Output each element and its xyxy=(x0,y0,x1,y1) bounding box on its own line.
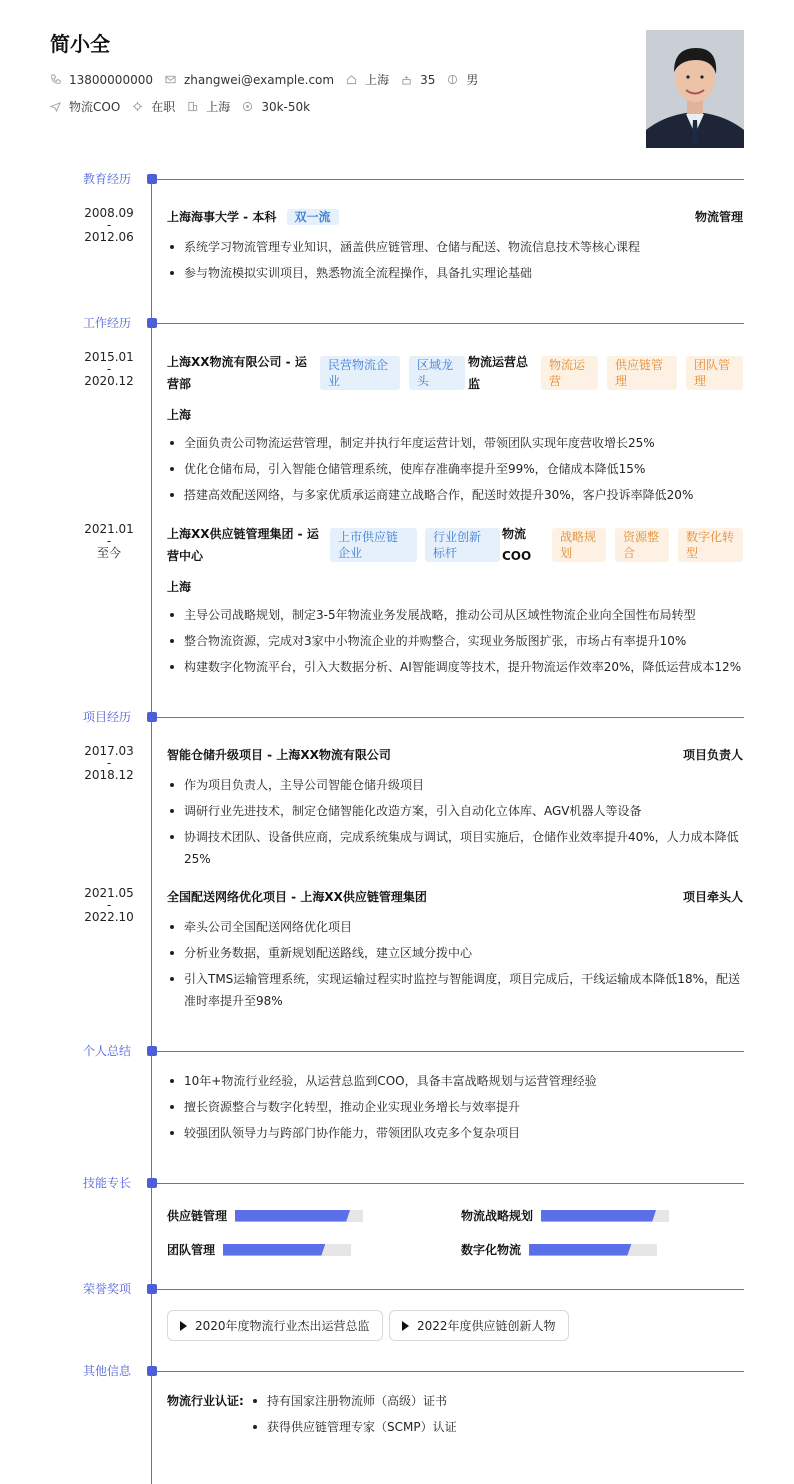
skill-name: 团队管理 xyxy=(167,1243,216,1257)
role-line-2: COO xyxy=(502,549,532,563)
phone-icon xyxy=(50,74,61,85)
section-marker xyxy=(147,1178,157,1188)
status-icon xyxy=(132,101,143,112)
skill-item xyxy=(167,1207,363,1224)
section-other xyxy=(0,1366,794,1378)
age-icon xyxy=(401,74,412,85)
status-info xyxy=(132,98,175,115)
section-work xyxy=(0,318,794,330)
section-title: 技能专长 xyxy=(83,1176,132,1190)
role-line-1: 物流 xyxy=(502,527,527,541)
contact-row xyxy=(50,71,490,88)
company-tag: 行业创新标杆 xyxy=(425,528,500,562)
entry-date xyxy=(70,745,148,781)
company-tag: 上市供应链企业 xyxy=(330,528,417,562)
age-text: 35 xyxy=(420,72,436,87)
gender-text: 男 xyxy=(466,73,479,87)
date-end: 2012.06 xyxy=(84,230,134,244)
skill-bar xyxy=(235,1210,363,1222)
project-bullets xyxy=(167,916,745,1016)
skill-tag: 数字化转型 xyxy=(678,528,743,562)
award-text: 2022年度供应链创新人物 xyxy=(417,1319,556,1333)
education-major: 物流管理 xyxy=(694,210,743,224)
skill-bar-fill xyxy=(541,1210,656,1222)
section-marker xyxy=(147,318,157,328)
work-bullets xyxy=(167,604,747,682)
skill-tag: 供应链管理 xyxy=(607,356,677,390)
phone-info xyxy=(50,73,153,87)
entry-date xyxy=(70,351,148,387)
skill-bar xyxy=(529,1244,657,1256)
home-icon xyxy=(346,74,357,85)
school-title: 上海海事大学 - 本科 xyxy=(167,210,277,224)
date-start: 2017.03 xyxy=(84,744,134,758)
list-item: 引入TMS运输管理系统，实现运输过程实时监控与智能调度，项目完成后，干线运输成本降低18%，配送准时率提升至98% xyxy=(167,968,745,1012)
entry-date xyxy=(70,207,148,243)
list-item: 搭建高效配送网络，与多家优质承运商建立战略合作，配送时效提升30%，客户投诉率降低20% xyxy=(167,484,747,506)
skill-item xyxy=(461,1207,669,1224)
project-bullets xyxy=(167,774,745,874)
section-title: 其他信息 xyxy=(83,1364,132,1378)
date-end: 至今 xyxy=(96,546,121,560)
skill-tag: 资源整合 xyxy=(615,528,669,562)
skill-name: 数字化物流 xyxy=(461,1243,522,1257)
status-text: 在职 xyxy=(151,100,176,114)
list-item: 获得供应链管理专家（SCMP）认证 xyxy=(253,1416,457,1438)
job-intent-row xyxy=(50,98,322,115)
work-location: 上海 xyxy=(167,408,192,422)
salary-text: 30k-50k xyxy=(261,99,311,114)
company-tag: 民营物流企业 xyxy=(320,356,400,390)
list-item: 持有国家注册物流师（高级）证书 xyxy=(253,1390,457,1412)
education-bullets xyxy=(167,236,747,288)
section-title: 教育经历 xyxy=(83,172,132,186)
send-icon xyxy=(50,101,61,112)
date-dash: - xyxy=(106,756,112,770)
skill-item xyxy=(461,1241,657,1258)
award-text: 2020年度物流行业杰出运营总监 xyxy=(195,1319,370,1333)
list-item: 牵头公司全国配送网络优化项目 xyxy=(167,916,745,938)
project-title: 全国配送网络优化项目 - 上海XX供应链管理集团 xyxy=(167,890,427,904)
skill-tag: 战略规划 xyxy=(552,528,606,562)
section-marker xyxy=(147,1366,157,1376)
section-marker xyxy=(147,174,157,184)
salary-info xyxy=(242,100,310,114)
section-marker xyxy=(147,1284,157,1294)
date-dash: - xyxy=(106,534,112,548)
phone-text: 13800000000 xyxy=(69,72,153,87)
company-tag: 区域龙头 xyxy=(409,356,465,390)
section-divider xyxy=(157,1051,744,1052)
section-title: 项目经历 xyxy=(83,710,132,724)
skill-bar-fill xyxy=(529,1244,631,1256)
section-divider xyxy=(157,1289,744,1290)
section-title: 荣誉奖项 xyxy=(83,1282,132,1296)
date-start: 2021.01 xyxy=(84,522,134,536)
role-line-1: 物流运营总 xyxy=(468,355,529,369)
date-dash: - xyxy=(106,218,112,232)
email-info xyxy=(165,73,334,87)
award-chip xyxy=(389,1310,569,1341)
list-item: 调研行业先进技术，制定仓储智能化改造方案，引入自动化立体库、AGV机器人等设备 xyxy=(167,800,745,822)
certification-label: 物流行业认证: xyxy=(167,1394,244,1408)
company-line-2: 营部 xyxy=(167,377,192,391)
date-dash: - xyxy=(106,362,112,376)
list-item: 10年+物流行业经验，从运营总监到COO，具备丰富战略规划与运营管理经验 xyxy=(167,1070,747,1092)
section-projects xyxy=(0,712,794,724)
skill-bar-fill xyxy=(223,1244,325,1256)
list-item: 构建数字化物流平台，引入大数据分析、AI智能调度等技术，提升物流运作效率20%，降低运营成本12% xyxy=(167,656,747,678)
city-info xyxy=(346,71,389,88)
section-marker xyxy=(147,1046,157,1056)
skill-tag: 物流运营 xyxy=(541,356,598,390)
list-item: 全面负责公司物流运营管理，制定并执行年度运营计划，带领团队实现年度营收增长25% xyxy=(167,432,747,454)
section-title: 个人总结 xyxy=(83,1044,132,1058)
section-divider xyxy=(157,323,744,324)
email-text: zhangwei@example.com xyxy=(183,72,335,87)
city-text: 上海 xyxy=(365,73,390,87)
role-line-2: 监 xyxy=(468,377,481,391)
list-item: 参与物流模拟实训项目，熟悉物流全流程操作，具备扎实理论基础 xyxy=(167,262,747,284)
skill-item xyxy=(167,1241,351,1258)
resume-header xyxy=(50,28,750,158)
list-item: 作为项目负责人，主导公司智能仓储升级项目 xyxy=(167,774,745,796)
position-text: 物流COO xyxy=(69,100,121,114)
skill-name: 供应链管理 xyxy=(167,1209,228,1223)
section-divider xyxy=(157,1371,744,1372)
section-awards xyxy=(0,1284,794,1296)
work-role xyxy=(468,351,528,395)
date-start: 2008.09 xyxy=(84,206,134,220)
work-role xyxy=(502,523,531,567)
date-start: 2015.01 xyxy=(84,350,134,364)
date-end: 2018.12 xyxy=(84,768,134,782)
summary-bullets xyxy=(167,1070,747,1148)
entry-date xyxy=(70,523,148,559)
certification-list xyxy=(253,1390,457,1442)
list-item: 较强团队领导力与跨部门协作能力，带领团队攻克多个复杂项目 xyxy=(167,1122,747,1144)
skill-name: 物流战略规划 xyxy=(461,1209,534,1223)
gender-icon xyxy=(447,74,458,85)
list-item: 擅长资源整合与数字化转型，推动企业实现业务增长与效率提升 xyxy=(167,1096,747,1118)
play-icon xyxy=(402,1321,409,1331)
list-item: 主导公司战略规划，制定3-5年物流业务发展战略，推动公司从区域性物流企业向全国性布局转型 xyxy=(167,604,747,626)
entry-date xyxy=(70,887,148,923)
salary-icon xyxy=(242,101,253,112)
section-skills xyxy=(0,1178,794,1190)
age-info xyxy=(401,73,435,87)
company-line-2: 营中心 xyxy=(167,549,204,563)
target-city-info xyxy=(187,98,230,115)
skill-bar xyxy=(223,1244,351,1256)
section-divider xyxy=(157,1183,744,1184)
section-summary xyxy=(0,1046,794,1058)
gender-info xyxy=(447,71,478,88)
building-icon xyxy=(187,101,198,112)
work-location: 上海 xyxy=(167,580,192,594)
date-dash: - xyxy=(106,898,112,912)
project-role: 项目牵头人 xyxy=(682,890,743,904)
position-info xyxy=(50,98,120,115)
list-item: 协调技术团队、设备供应商，完成系统集成与调试，项目实施后，仓储作业效率提升40%，人力成本降低25% xyxy=(167,826,745,870)
date-end: 2022.10 xyxy=(84,910,134,924)
section-divider xyxy=(157,179,744,180)
list-item: 优化仓储布局，引入智能仓储管理系统，使库存准确率提升至99%，仓储成本降低15% xyxy=(167,458,747,480)
school-tag: 双一流 xyxy=(287,209,339,225)
date-end: 2020.12 xyxy=(84,374,134,388)
skill-bar xyxy=(541,1210,669,1222)
project-role: 项目负责人 xyxy=(682,748,743,762)
section-divider xyxy=(157,717,744,718)
date-start: 2021.05 xyxy=(84,886,134,900)
skill-bar-fill xyxy=(235,1210,350,1222)
section-title: 工作经历 xyxy=(83,316,132,330)
mail-icon xyxy=(165,74,176,85)
skill-tag: 团队管理 xyxy=(686,356,743,390)
company-line-1: 上海XX物流有限公司 - 运 xyxy=(167,355,307,369)
work-company xyxy=(167,351,307,395)
work-bullets xyxy=(167,432,747,510)
award-chip xyxy=(167,1310,383,1341)
candidate-name: 简小全 xyxy=(50,32,110,56)
section-marker xyxy=(147,712,157,722)
list-item: 系统学习物流管理专业知识，涵盖供应链管理、仓储与配送、物流信息技术等核心课程 xyxy=(167,236,747,258)
education-school xyxy=(167,206,339,228)
play-icon xyxy=(180,1321,187,1331)
section-education xyxy=(0,174,794,186)
company-line-1: 上海XX供应链管理集团 - 运 xyxy=(167,527,319,541)
work-company xyxy=(167,523,319,567)
profile-photo xyxy=(646,30,744,148)
project-title: 智能仓储升级项目 - 上海XX物流有限公司 xyxy=(167,748,391,762)
list-item: 整合物流资源，完成对3家中小物流企业的并购整合，实现业务版图扩张，市场占有率提升10% xyxy=(167,630,747,652)
list-item: 分析业务数据，重新规划配送路线，建立区域分拨中心 xyxy=(167,942,745,964)
target-city-text: 上海 xyxy=(206,100,231,114)
